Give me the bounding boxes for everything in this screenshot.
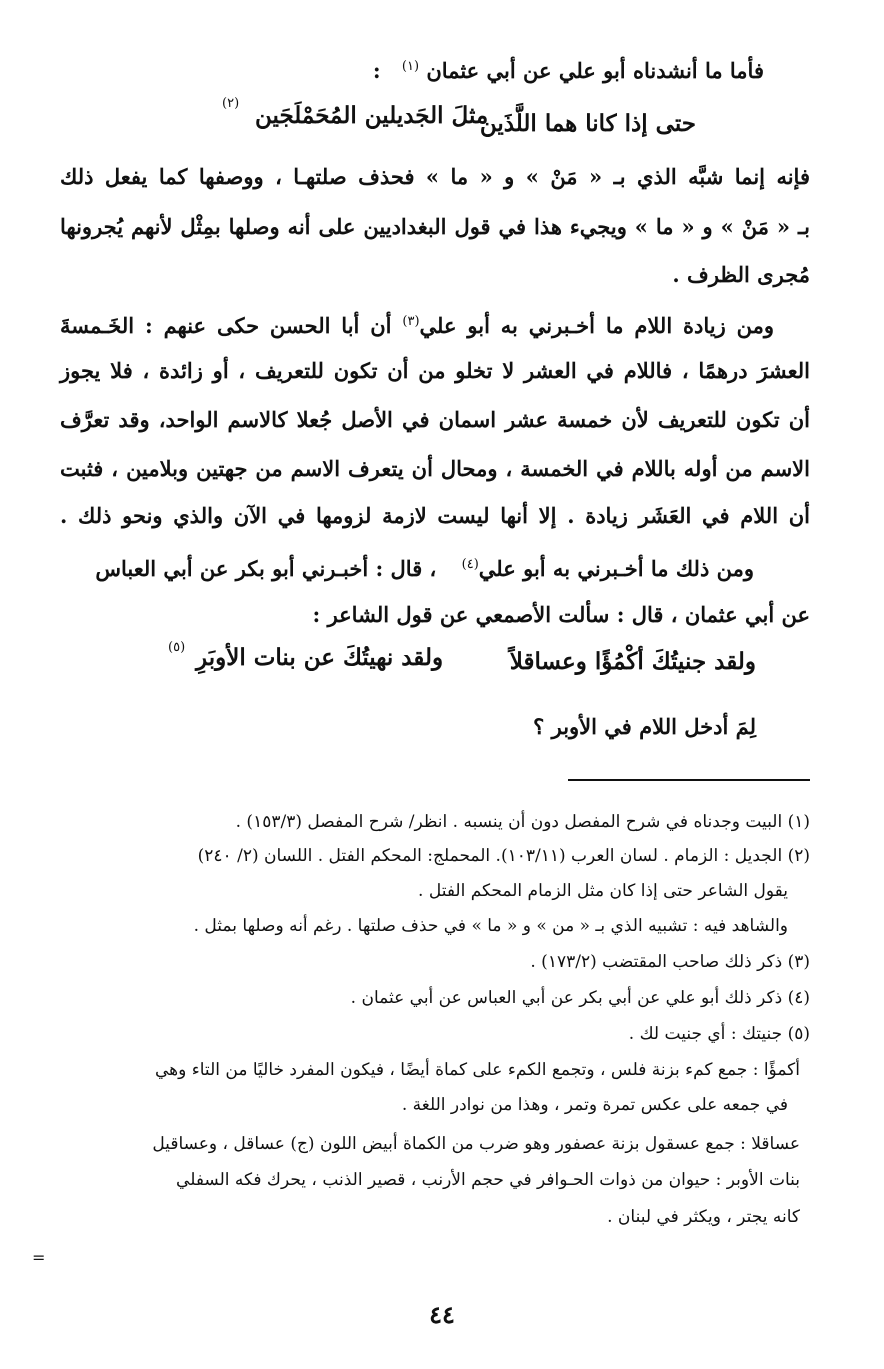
verse-1-left-hemistich: مثلَ الجَديلين المُحَمْلَجَين — [255, 102, 489, 129]
intro-colon: : — [372, 58, 381, 83]
para2-text-a: ومن زيادة اللام ما أخـبرني به أبو علي — [419, 313, 775, 338]
footnote-5-line-3: في جمعه على عكس تمرة وتمر ، وهذا من نوادر اللغة . — [401, 1095, 788, 1115]
para2-line-3: أن تكون للتعريف لأن خمسة عشر اسمان في الأصل جُعلا كالاسم الواحد، وقد تعرَّف — [60, 407, 810, 432]
footnote-2-line-2: يقول الشاعر حتى إذا كان مثل الزمام المحكم الفتل . — [418, 881, 788, 901]
footnote-5-line-5: بنات الأوبر : حيوان من ذوات الحـوافر في حجم الأرنب ، قصير الذنب ، يحرك فكه السفلي — [176, 1170, 800, 1190]
para3-text-b: ، قال : أخبـرني أبو بكر عن أبي العباس — [95, 556, 437, 581]
verse-1-right-hemistich: حتى إذا كانا هما اللَّذَين — [479, 110, 696, 137]
para2-line-2: العشرَ درهمًا ، فاللام في العشر لا تخلو من أن تكون للتعريف ، أو زائدة ، فلا يجوز — [60, 358, 810, 383]
footnote-ref-3: (٣) — [402, 314, 420, 329]
verse-2 — [0, 642, 884, 682]
footnote-4: (٤) ذكر ذلك أبو علي عن أبي بكر عن أبي العباس عن أبي عثمان . — [350, 988, 810, 1008]
verse-1 — [0, 94, 884, 137]
footnote-3: (٣) ذكر ذلك صاحب المقتضب (١٧٣/٢) . — [530, 952, 810, 972]
intro-line — [60, 50, 764, 88]
para3-line-1 — [60, 548, 754, 586]
footnote-ref-5: (٥) — [168, 640, 186, 655]
para1-line-3: مُجرى الظرف . — [672, 262, 810, 287]
verse-2-right-hemistich: ولقد جنيتُكَ أكْمُؤًا وعساقلاً — [509, 648, 756, 675]
verse-2-left-hemistich: ولقد نهيتُكَ عن بنات الأوبَرِ — [196, 644, 444, 671]
para2-line-5: أن اللام في العَشَر زيادة . إلا أنها ليست لازمة لزومها في الآن والذي ونحو ذلك . — [60, 503, 810, 528]
para2-text-b: أن أبا الحسن حكى عنهم : الخَـمسةَ — [60, 313, 392, 338]
para1-line-1: فإنه إنما شبَّه الذي بـ « مَنْ » و « ما » فحذف صلتهـا ، ووصفها كما يفعل ذلك — [60, 164, 810, 189]
para2-line-1 — [60, 305, 774, 343]
footnote-5-line-6: كانه يجتر ، ويكثر في لبنان . — [607, 1207, 800, 1227]
para2-line-4: الاسم من أوله باللام في الخمسة ، ومحال أن يتعرف الاسم من جهتين وبلامين ، فثبت — [60, 456, 810, 481]
para3-line-2: عن أبي عثمان ، قال : سألت الأصمعي عن قول الشاعر : — [312, 602, 810, 627]
footnote-separator — [568, 779, 810, 781]
margin-mark: = — [32, 1248, 46, 1267]
footnote-5: (٥) جنيتك : أي جنيت لك . — [628, 1024, 810, 1044]
page-number: ٤٤ — [429, 1300, 455, 1329]
footnote-ref-2: (٢) — [222, 96, 240, 111]
footnote-1: (١) البيت وجدناه في شرح المفصل دون أن ينسبه . انظر/ شرح المفصل (١٥٣/٣) . — [235, 812, 810, 832]
footnote-ref-1: (١) — [401, 59, 420, 74]
footnote-2-line-3: والشاهد فيه : تشبيه الذي بـ « من » و « ما » في حذف صلتها . رغم أنه وصلها بمثل . — [193, 916, 788, 936]
footnote-ref-4: (٤) — [461, 557, 479, 572]
footnote-2: (٢) الجديل : الزمام . لسان العرب (١٠٣/١١). المحملج: المحكم الفتل . اللسان (٢/ ٢٤٠) — [197, 846, 810, 866]
para1-line-2: بـ « مَنْ » و « ما » ويجيء هذا في قول البغداديين على أنه وصلها بمِثْل لأنهم يُجرونها — [60, 214, 810, 239]
footnote-5-line-4: عساقلا : جمع عسقول بزنة عصفور وهو ضرب من الكماة أبيض اللون (ج) عساقل ، وعساقيل — [152, 1134, 800, 1154]
question-line: لِمَ أدخل اللام في الأوبر ؟ — [533, 714, 756, 739]
para3-text-a: ومن ذلك ما أخـبرني به أبو علي — [478, 556, 754, 581]
intro-text: فأما ما أنشدناه أبو علي عن أبي عثمان — [426, 58, 764, 83]
footnote-5-line-2: أكمؤًا : جمع كمء بزنة فلس ، وتجمع الكمء على كماة أيضًا ، فيكون المفرد خاليًا من التاء وهي — [155, 1060, 800, 1080]
